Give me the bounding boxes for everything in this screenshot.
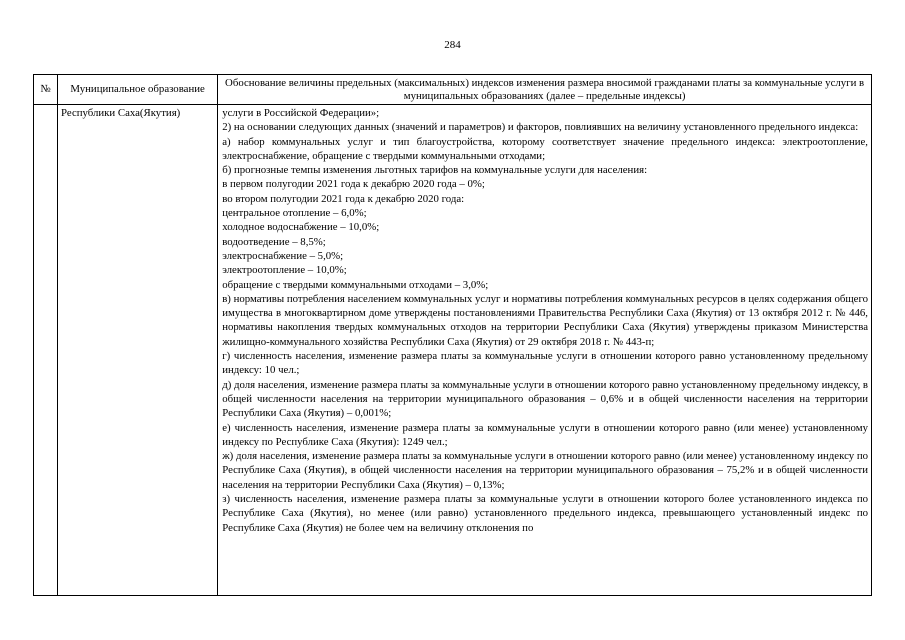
- municipality-cell: Республики Саха(Якутия): [58, 105, 218, 596]
- justification-paragraph: е) численность населения, изменение размера платы за коммунальные услуги в отношении которого равно (или менее) установленному индексу по Республике Саха (Якутия): 1249 чел.;: [222, 421, 868, 448]
- justification-paragraph: в) нормативы потребления населением коммунальных услуг и нормативы потребления коммунальных ресурсов в целях содержания общего имущества в многоквартирном доме утверждены постановлениями Правительства Республики Саха (Якутия) от 13 октября 2012 г. № 446, нормативы накопления твердых коммунальных отходов на территории Республики Саха (Якутия) утверждены приказом Министерства жилищно-коммунального хозяйства Республики Саха (Якутия) от 29 октября 2018 г. № 443-п;: [222, 292, 868, 348]
- justification-paragraph: электроотопление – 10,0%;: [222, 264, 347, 277]
- header-number: №: [34, 75, 58, 105]
- justification-paragraph: 2) на основании следующих данных (значений и параметров) и факторов, повлиявших на величину установленного предельного индекса:: [222, 121, 859, 134]
- justification-paragraph: центральное отопление – 6,0%;: [222, 207, 367, 220]
- table-header-row: [34, 75, 872, 105]
- justification-paragraph: обращение с твердыми коммунальными отходами – 3,0%;: [222, 278, 489, 291]
- justification-paragraph: в первом полугодии 2021 года к декабрю 2020 года – 0%;: [222, 178, 485, 191]
- header-justification: Обоснование величины предельных (максимальных) индексов изменения размера вносимой гражданами платы за коммунальные услуги в муниципальных образованиях (далее – предельные индексы): [218, 75, 872, 105]
- header-municipality: Муниципальное образование: [58, 75, 218, 105]
- page-number: 284: [444, 39, 461, 51]
- justification-paragraph: водоотведение – 8,5%;: [222, 235, 326, 248]
- justification-paragraph: б) прогнозные темпы изменения льготных тарифов на коммунальные услуги для населения:: [222, 164, 648, 177]
- justification-paragraph: г) численность населения, изменение размера платы за коммунальные услуги в отношении которого равно установленному предельному индексу: 10 чел.;: [222, 350, 868, 377]
- row-number-cell: [34, 105, 58, 596]
- table-row: [34, 105, 872, 596]
- justification-paragraph: электроснабжение – 5,0%;: [222, 249, 344, 262]
- justification-paragraph: а) набор коммунальных услуг и тип благоустройства, которому соответствует значение предельного индекса: электроотопление, электроснабжение, обращение с твердыми коммунальными отходами;: [222, 135, 868, 162]
- justification-table: [33, 74, 872, 596]
- justification-paragraph: во втором полугодии 2021 года к декабрю 2020 года:: [222, 192, 465, 205]
- justification-paragraph: услуги в Российской Федерации»;: [222, 107, 380, 119]
- justification-paragraph: д) доля населения, изменение размера платы за коммунальные услуги в отношении которого равно установленному предельному индексу, в общей численности населения на территории муниципального образования – 0,6% и в общей численности населения на территории Республики Саха (Якутия) – 0,001%;: [222, 378, 868, 420]
- justification-paragraph: ж) доля населения, изменение размера платы за коммунальные услуги в отношении которого равно (или менее) установленному индексу по Республике Саха (Якутия), в общей численности населения на территории муниципального образования – 75,2% и в общей численности населения на территории Республики Саха (Якутия) – 0,13%;: [222, 450, 868, 491]
- justification-cell: [218, 105, 872, 596]
- justification-paragraph: з) численность населения, изменение размера платы за коммунальные услуги в отношении которого более установленного индекса по Республике Саха (Якутия), но менее (или равно) установленного предельного индекса, превышающего установленный индекс по Республике Саха (Якутия) не более чем на величину отклонения по: [222, 493, 868, 534]
- justification-paragraph: холодное водоснабжение – 10,0%;: [222, 221, 380, 234]
